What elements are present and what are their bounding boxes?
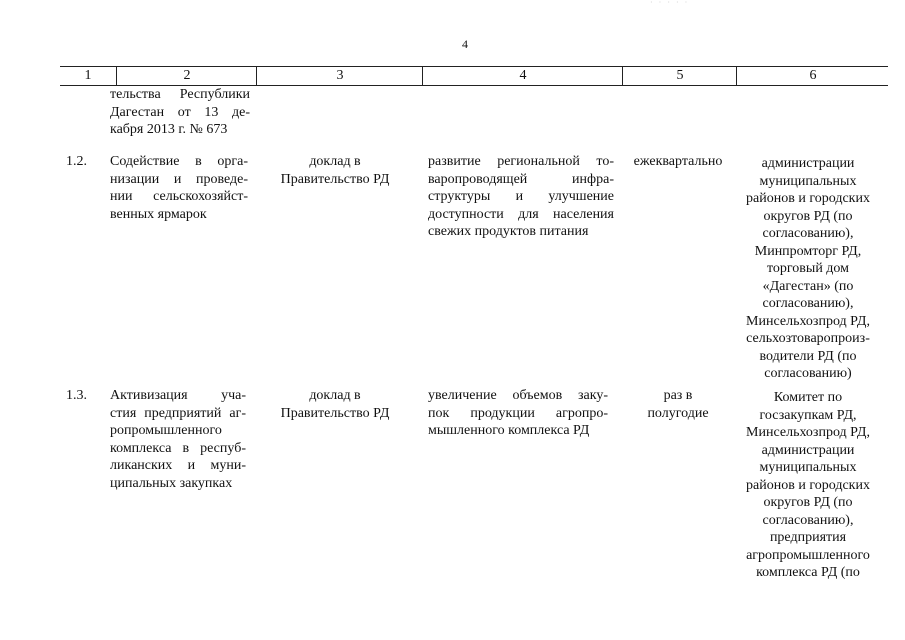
executor-line: Минпромторг РД,	[754, 243, 862, 259]
executor-line: муниципальных	[759, 460, 857, 475]
header-col-3: 3	[256, 67, 423, 85]
measure-line: венных ярмарок	[110, 206, 207, 222]
measure-line: Содействие в орга-	[110, 154, 248, 169]
header-col-1: 1	[84, 68, 92, 83]
table-header-row	[60, 66, 888, 86]
measure-line: ципальных закупках	[110, 475, 233, 491]
row-1-3-executors	[734, 389, 882, 582]
executor-line: Минсельхозпрод РД,	[746, 313, 870, 329]
row-1-3-measure	[110, 387, 246, 492]
executor-line: сельхозтоваропроиз-	[746, 331, 870, 346]
executor-line: согласованию),	[762, 296, 854, 311]
period-line: раз в	[663, 388, 693, 403]
result-line: свежих продуктов питания	[428, 224, 589, 239]
continuation-line: Дагестан от 13 де-	[110, 104, 250, 120]
row-1-2-report-form	[262, 153, 408, 188]
continuation-text	[110, 86, 250, 139]
report-form-line: Правительство РД	[280, 405, 390, 421]
header-col-6: 6	[736, 67, 889, 85]
measure-line: ликанских и муни-	[110, 458, 246, 473]
report-form-line: Правительство РД	[280, 171, 390, 187]
executor-line: водители РД (по	[759, 348, 857, 364]
executor-line: районов и городских	[746, 191, 870, 206]
measure-line: низации и проведе-	[110, 171, 248, 187]
continuation-line: тельства Республики	[110, 87, 250, 102]
continuation-line: кабря 2013 г. № 673	[110, 122, 228, 137]
period-line: полугодие	[647, 405, 709, 421]
page-number: 4	[462, 37, 468, 51]
row-1-3-period	[626, 387, 730, 422]
row-1-2-executors	[734, 155, 882, 383]
result-line: доступности для населения	[428, 206, 614, 222]
executor-line: госзакупкам РД,	[759, 407, 857, 423]
executor-line: Комитет по	[773, 390, 843, 405]
header-col-2: 2	[116, 67, 257, 85]
executor-line: комплекса РД (по	[756, 565, 860, 580]
executor-line: администрации	[761, 156, 855, 171]
executor-line: предприятия	[769, 530, 847, 545]
executor-line: согласованию)	[764, 366, 852, 381]
executor-line: согласованию),	[762, 226, 854, 241]
result-line: варопроводящей инфра-	[428, 171, 614, 187]
executor-line: торговый дом	[766, 261, 850, 276]
executor-line: округов РД (по	[763, 208, 853, 224]
result-line: мышленного комплекса РД	[428, 423, 590, 438]
result-line: пок продукции агропро-	[428, 405, 608, 421]
executor-line: Минсельхозпрод РД,	[746, 425, 870, 440]
result-line: увеличение объемов заку-	[428, 388, 608, 403]
executor-line: муниципальных	[759, 173, 857, 189]
result-line: развитие региональной то-	[428, 154, 614, 169]
executor-line: согласованию),	[762, 512, 854, 528]
row-1-3-report-form	[262, 387, 408, 422]
header-col-5: 5	[622, 67, 737, 85]
measure-line: комплекса в респуб-	[110, 440, 246, 456]
measure-line: Активизация уча-	[110, 388, 246, 403]
executor-line: агропромышленного	[746, 547, 870, 563]
row-1-2-number: 1.2.	[66, 154, 87, 169]
scan-artifact: · · · · ·	[650, 0, 690, 7]
row-1-3-number: 1.3.	[66, 388, 87, 403]
result-line: структуры и улучшение	[428, 189, 614, 204]
period-line: ежеквартально	[633, 154, 723, 169]
row-1-2-period	[626, 153, 730, 171]
report-form-line: доклад в	[309, 388, 361, 403]
executor-line: «Дагестан» (по	[762, 278, 854, 294]
row-1-3-result	[428, 387, 608, 440]
row-1-2-measure	[110, 153, 248, 223]
executor-line: районов и городских	[746, 477, 870, 493]
header-col-4: 4	[422, 67, 623, 85]
measure-line: ропромышленного	[110, 423, 222, 438]
executor-line: администрации	[761, 442, 855, 458]
executor-line: округов РД (по	[763, 495, 853, 510]
row-1-2-result	[428, 153, 614, 241]
measure-line: нии сельскохозяйст-	[110, 189, 248, 204]
report-form-line: доклад в	[309, 154, 361, 169]
measure-line: стия предприятий аг-	[110, 405, 246, 421]
